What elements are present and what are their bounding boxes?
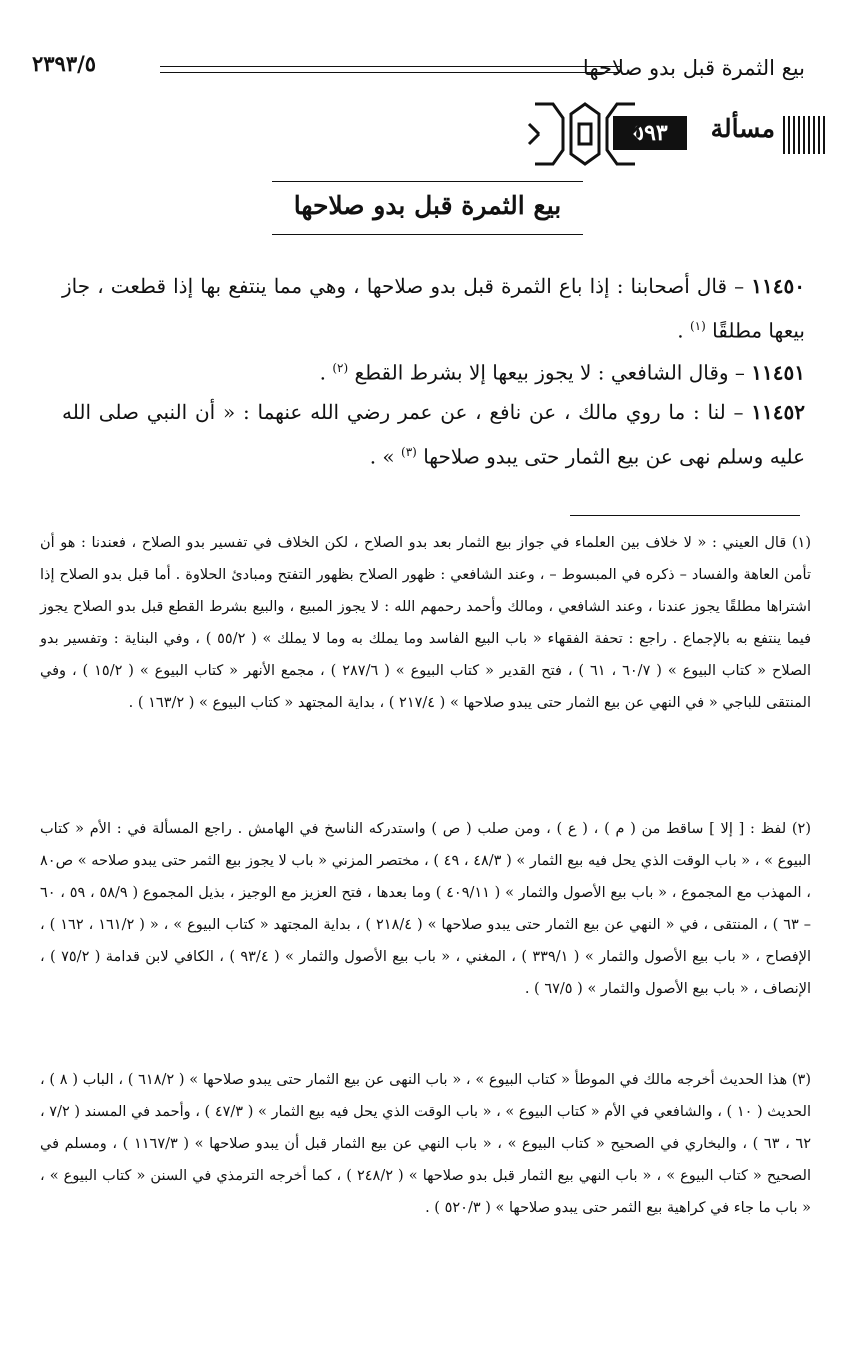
- paragraph-11451: [62, 348, 805, 393]
- paragraph-text: – قال أصحابنا : إذا باع الثمرة قبل بدو صلاحها ، وهي مما ينتفع بها إذا قطعت ، جاز بيعها مطلقًا: [62, 274, 805, 343]
- footnote-separator: [570, 515, 800, 516]
- paragraph-text: – لنا : ما روي مالك ، عن نافع ، عن عمر رضي الله عنهما : « أن النبي صلى الله عليه وسلم نهى عن بيع الثمار حتى يبدو صلاحها: [62, 400, 805, 469]
- paragraph-end: » .: [369, 444, 402, 469]
- footnote-1: (١) قال العيني : « لا خلاف بين العلماء في جواز بيع الثمار بعد بدو الصلاح ، لكن الخلاف في تفسير بدو الصلاح ، فعندنا : هو أن تأمن العاهة والفساد – ذكره في المبسوط – ، وعند الشافعي : ظهور الصلاح بظهور التفتح ومبادئ الحلاوة . أما قبل بدو الصلاح إذا اشتراها مطلقًا يجوز عندنا ، وعند الشافعي ، ومالك وأحمد رحمهم الله : لا يجوز المبيع ، والبيع بشرط القطع قبل بدو الصلاح يجوز فيما ينتفع به بالإجماع . راجع : تحفة الفقهاء « باب البيع الفاسد وما يملك به وما لا يملك » ( ٥٥/٢ ) ، وفي البناية : وتفسير بدو الصلاح « كتاب البيوع » ( ٦٠/٧ ، ٦١ ) ، فتح القدير « كتاب البيوع » ( ٢٨٧/٦ ) ، مجمع الأنهر « كتاب البيوع » ( ١٥/٢ ) ، وفي المنتقى للباجي « في النهي عن بيع الثمار حتى يبدو صلاحها » ( ٢١٧/٤ ) ، بداية المجتهد « كتاب البيوع » ( ١٦٣/٢ ) .: [40, 535, 812, 711]
- geometric-ornament-icon: [525, 100, 645, 168]
- header-double-rule: [160, 66, 620, 73]
- paragraph-end: .: [319, 360, 333, 385]
- masala-bar-ornament: [783, 116, 825, 154]
- paragraph-11450: [62, 266, 805, 351]
- paragraph-end: .: [677, 318, 690, 343]
- paragraph-number: ١١٤٥١: [751, 360, 805, 385]
- title-rule-bottom: [272, 234, 583, 235]
- footnote-2: (٢) لفظ : [ إلا ] ساقط من ( م ) ، ( ع ) ، ومن صلب ( ص ) واستدركه الناسخ في الهامش . راجع المسألة في : الأم « كتاب البيوع » ، « باب الوقت الذي يحل فيه بيع الثمار » ( ٤٨/٣ ، ٤٩ ) ، مختصر المزني « باب لا يجوز بيع الثمر حتى يبدو صلاحه » ص٨٠ ، المهذب مع المجموع ، « باب بيع الأصول والثمار » ( ٤٠٩/١١ ) وما بعدها ، فتح العزيز مع الوجيز ، بذيل المجموع ( ٥٨/٩ ، ٥٩ ، ٦٠ – ٦٣ ) ، المنتقى ، في « النهي عن بيع الثمار حتى يبدو صلاحها » ( ٢١٨/٤ ) ، بداية المجتهد « كتاب البيوع » ، « ( ١٦١/٢ ، ١٦٢ ) ، الإفصاح ، « باب بيع الأصول والثمار » ( ٣٣٩/١ ) ، المغني ، « باب بيع الأصول والثمار » ( ٩٣/٤ ) ، الكافي لابن قدامة ( ٧٥/٢ ) ، الإنصاف ، « باب بيع الأصول والثمار » ( ٦٧/٥ ) .: [40, 821, 811, 997]
- footnote-3: (٣) هذا الحديث أخرجه مالك في الموطأ « كتاب البيوع » ، « باب النهى عن بيع الثمار حتى يبدو صلاحها » ( ٦١٨/٢ ) ، الباب ( ٨ ) ، الحديث ( ١٠ ) ، والشافعي في الأم « كتاب البيوع » ، « باب الوقت الذي يحل فيه بيع الثمار » ( ٤٧/٣ ) ، وأحمد في المسند ( ٧/٢ ، ٦٢ ، ٦٣ ) ، والبخاري في الصحيح « كتاب البيوع » ، « باب النهي عن بيع الثمار قبل أن يبدو صلاحها » ( ١١٦٧/٣ ) ، ومسلم في الصحيح « كتاب البيوع » ، « باب النهي بيع الثمار قبل بدو صلاحها » ( ٢٤٨/٢ ) ، كما أخرجه الترمذي في السنن « كتاب البيوع » ، « باب ما جاء في كراهية بيع الثمر حتى يبدو صلاحها » ( ٥٢٠/٣ ) .: [40, 1072, 811, 1216]
- title-rule-top: [272, 181, 583, 182]
- masala-label: مسألة: [710, 114, 775, 143]
- paragraph-number: ١١٤٥٢: [751, 400, 805, 424]
- masala-number-badge: ٥٩٣: [613, 116, 687, 150]
- footnote-ref: (٣): [401, 445, 417, 459]
- section-title: بيع الثمرة قبل بدو صلاحها: [293, 191, 562, 220]
- running-header-title: بيع الثمرة قبل بدو صلاحها: [582, 56, 805, 80]
- footnote-ref: (١): [689, 319, 706, 333]
- paragraph-11452: [62, 392, 805, 477]
- paragraph-text: – وقال الشافعي : لا يجوز بيعها إلا بشرط القطع: [354, 360, 752, 385]
- page-reference: ٢٣٩٣/٥: [32, 51, 97, 76]
- paragraph-number: ١١٤٥٠: [751, 274, 805, 298]
- footnote-ref: (٢): [332, 361, 349, 375]
